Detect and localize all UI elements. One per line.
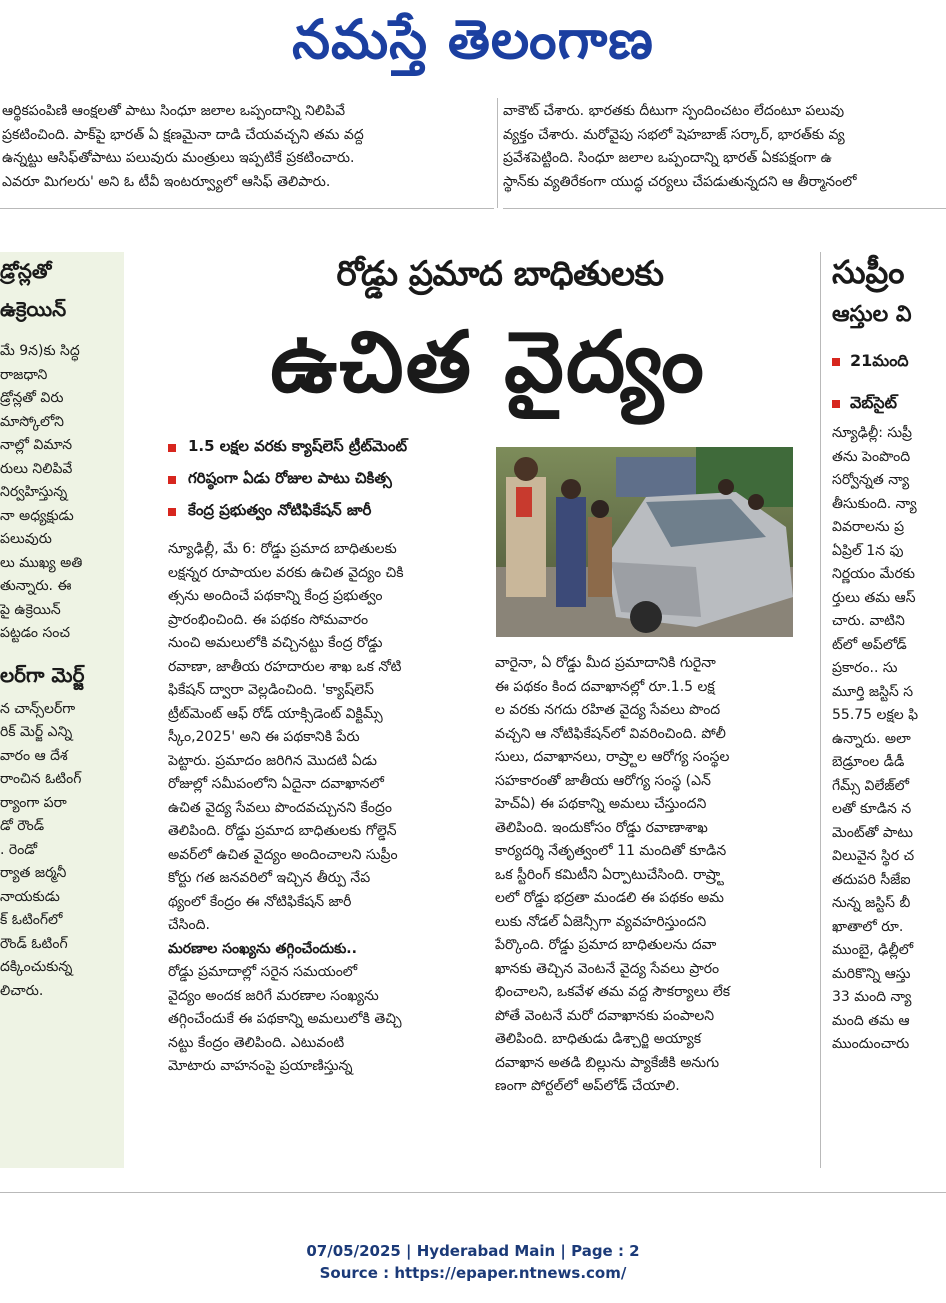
article-text-line: సహకారంతో జాతీయ ఆరోగ్య సంస్థ (ఎన్ bbox=[495, 772, 711, 789]
article-text-line: పెట్టారు. ప్రమాదం జరిగిన మొదటి ఏడు bbox=[168, 752, 377, 769]
right-text-line: ర్తులు తమ ఆస్ bbox=[832, 589, 916, 606]
strip-text-line: స్థాన్‌కు వ్యతిరేకంగా యుద్ధ చర్యలు చేపడుతున్నదని ఆ తీర్మానంలో bbox=[503, 173, 857, 190]
strip-text-line: ఆర్థికపంపిణి ఆంక్షలతో పాటు సింధూ జలాల ఒప్పందాన్ని నిలిపివే bbox=[2, 103, 346, 119]
right-text-line: మూర్తి జస్టిస్ స bbox=[832, 683, 914, 700]
article-text-line: న్యూఢిల్లీ, మే 6: రోడ్డు ప్రమాద బాధితులకు bbox=[168, 541, 397, 557]
right-bullet: 21మంది bbox=[832, 346, 946, 378]
article-text-line: సులు, దవాఖానలు, రాష్ర్టాల ఆరోగ్య సంస్థల bbox=[495, 749, 730, 765]
right-headline-1: సుప్రీం bbox=[832, 253, 905, 291]
footer-source: Source : https://epaper.ntnews.com/ bbox=[319, 1264, 627, 1282]
right-text-line: ముందుంచారు bbox=[832, 1036, 910, 1052]
article-text-line: ట్రీట్‌మెంట్ ఆఫ్ రోడ్ యాక్సిడెంట్ విక్టిమ్స్ bbox=[168, 705, 383, 722]
accident-photo bbox=[496, 447, 793, 637]
right-text-line: ముంబై, ఢిల్లీలో bbox=[832, 942, 914, 958]
article-text-line: ఈ పథకం కింద దవాఖానల్లో రూ.1.5 లక్ష bbox=[495, 678, 715, 695]
left-text-line: తున్నారు. ఈ bbox=[0, 578, 72, 594]
left-text-line: రులు నిలిపివే bbox=[0, 460, 73, 477]
bullet-square-icon bbox=[168, 444, 176, 452]
article-text-line: కోర్టు గత జనవరిలో ఇచ్చిన తీర్పు నేప bbox=[168, 870, 371, 886]
article-text-line: ల వరకు నగదు రహిత వైద్య సేవలు పొంద bbox=[495, 702, 721, 718]
left-text-line: వారం ఆ దేశ bbox=[0, 747, 68, 764]
right-text-line: న్యూఢిల్లీ: సుప్రీ bbox=[832, 425, 913, 441]
top-strip-divider bbox=[497, 98, 498, 208]
article-text-line: లలో రోడ్డు భద్రతా మండలి ఈ పథకం అమ bbox=[495, 890, 724, 906]
left-text-line: రాజధాని bbox=[0, 366, 48, 383]
right-text-line: సర్వోన్నత న్యా bbox=[832, 472, 910, 488]
left-text-line: రౌండ్ ఓటింగ్ bbox=[0, 935, 68, 952]
left-text-line: పలువురు bbox=[0, 531, 52, 547]
left-headline-2: ఉక్రెయిన్ bbox=[0, 297, 67, 321]
strip-text-line: ప్రకటించింది. పాక్‌పై భారత్ ఏ క్షణమైనా దాడి చేయవచ్చని తమ వద్ద bbox=[2, 126, 364, 143]
strip-text-line: ప్రవేశపెట్టింది. సింధూ జలాల ఒప్పందాన్ని భారత్ ఏకపక్షంగా ఉ bbox=[503, 150, 832, 166]
article-text-line: దవాఖాన అతడి బిల్లును ప్యాకేజీకి అనుగు bbox=[495, 1054, 720, 1071]
right-text-line: మరికొన్ని ఆస్తు bbox=[832, 965, 911, 982]
article-text-line: నట్టు కేంద్రం తెలిపింది. ఎటువంటి bbox=[168, 1034, 345, 1051]
right-column-story bbox=[832, 252, 946, 1168]
strip-text-line: వ్యక్తం చేశారు. మరోవైపు సభలో షెహబాజ్ సర్కార్, భారత్‌కు వ్య bbox=[503, 126, 845, 143]
article-kicker: రోడ్డు ప్రమాద బాధితులకు bbox=[336, 254, 664, 294]
left-text-line: క్ ఓటింగ్‌లో bbox=[0, 912, 63, 928]
right-text-line: ప్రకారం.. సు bbox=[832, 660, 898, 676]
left-text-line: దక్కించుకున్న bbox=[0, 959, 73, 975]
article-text-line: తగ్గించేందుకే ఈ పథకాన్ని అమలులోకి తెచ్చి bbox=[168, 1011, 402, 1027]
left-text-line: డ్రోన్లతో విరు bbox=[0, 390, 64, 406]
article-text-line: లుకు నోడల్ ఏజెన్సీగా వ్యవహరిస్తుందని bbox=[495, 913, 707, 930]
masthead bbox=[0, 0, 946, 98]
article-subhead: మరణాల సంఖ్యను తగ్గించేందుకు.. bbox=[168, 940, 357, 957]
crashed-car-photo-icon bbox=[496, 447, 793, 637]
article-text-line: పేర్కొంది. రోడ్డు ప్రమాద బాధితులను దవా bbox=[495, 937, 717, 953]
right-text-line: మెంట్‌తో పాటు bbox=[832, 824, 913, 841]
right-text-line: తదుపరి సీజేఐ bbox=[832, 871, 911, 888]
article-bullet: గరిష్ఠంగా ఏడు రోజుల పాటు చికిత్స bbox=[168, 464, 488, 496]
bullet-square-icon bbox=[832, 358, 840, 366]
left-text-line: పై ఉక్రెయిన్ bbox=[0, 601, 61, 618]
top-strip-right bbox=[503, 98, 946, 209]
left-text-line: నిర్వహిస్తున్న bbox=[0, 484, 68, 500]
left-text-line: లు ముఖ్య అతి bbox=[0, 554, 83, 571]
article-text-line: అవర్‌లో ఉచిత వైద్యం అందించాలని సుప్రీం bbox=[168, 846, 398, 863]
article-text-line: నుంచి అమలులోకి వచ్చినట్టు కేంద్ర రోడ్డు bbox=[168, 635, 383, 651]
left-text-line: మాస్కోలోని bbox=[0, 413, 64, 430]
article-text-line: పోతే వెంటనే మరో దవాఖానకు పంపాలని bbox=[495, 1007, 715, 1024]
strip-text-line: ఉన్నట్టు ఆసిఫ్‌తోపాటు పలువురు మంత్రులు ఇప్పటికే ప్రకటించారు. bbox=[2, 150, 355, 166]
right-text-line: నున్న జస్టిస్ బీ bbox=[832, 895, 911, 911]
left-text-line: . రెండో bbox=[0, 841, 38, 858]
right-text-line: వివరాలను ప్ర bbox=[832, 519, 905, 535]
right-text-line: లతో కూడిన న bbox=[832, 801, 912, 817]
article-column-2 bbox=[495, 652, 795, 1099]
left-text-line: ర్యాంగా పరా bbox=[0, 794, 67, 811]
article-headline: ఉచిత వైద్యం bbox=[270, 313, 706, 411]
left-text-line: న చాన్స్‌లర్‌గా bbox=[0, 700, 76, 717]
left-column-story bbox=[0, 252, 124, 1168]
right-text-line: ఉన్నారు. అలా bbox=[832, 730, 911, 747]
right-text-line: 33 మంది న్యా bbox=[832, 989, 912, 1005]
article-text-line: తెలిపింది. ఇందుకోసం రోడ్డు రవాణాశాఖ bbox=[495, 819, 708, 836]
right-text-line: మంది తమ ఆ bbox=[832, 1012, 910, 1029]
left-text-line: రాంచిన ఓటింగ్ bbox=[0, 771, 82, 787]
right-text-line: నిర్ణయం మేరకు bbox=[832, 566, 915, 582]
article-text-line: రవాణా, జాతీయ రహదారుల శాఖ ఒక నోటి bbox=[168, 658, 402, 675]
right-headline-2: ఆస్తుల వి bbox=[832, 302, 912, 327]
right-text-line: 55.75 లక్షల ఫి bbox=[832, 707, 919, 723]
strip-text-line: వాకౌట్ చేశారు. భారతకు దీటుగా స్పందించటం లేదంటూ పలువు bbox=[503, 103, 845, 119]
left-text-line: పట్టడం సంచ bbox=[0, 625, 71, 641]
article-text-line: కార్యదర్శి నేతృత్వంలో 11 మందితో కూడిన bbox=[495, 843, 727, 859]
article-text-line: ఒక స్టీరింగ్ కమిటీని ఏర్పాటుచేసింది. రాష్ర్టా bbox=[495, 866, 724, 883]
article-text-line: లక్షన్నర రూపాయల వరకు ఉచిత వైద్యం చికి bbox=[168, 564, 404, 581]
right-text-line: ఏప్రిల్ 1న ఫు bbox=[832, 542, 904, 559]
article-text-line: వారైనా, ఏ రోడ్డు మీద ప్రమాదానికి గురైనా bbox=[495, 655, 716, 671]
article-bullets bbox=[168, 432, 488, 528]
article-text-line: ఫికేషన్ ద్వారా వెల్లడించింది. 'క్యాష్‌లెస్ bbox=[168, 682, 374, 698]
article-text-line: వచ్చని ఆ నోటిఫికేషన్‌లో వివరించింది. పోలీ bbox=[495, 725, 726, 742]
bullet-square-icon bbox=[168, 508, 176, 516]
top-strip-left bbox=[0, 98, 494, 209]
article-text-line: థ్యంలో కేంద్రం ఈ నోటిఫికేషన్ జారీ bbox=[168, 893, 352, 910]
right-text-line: విలువైన స్థిర చ bbox=[832, 848, 915, 864]
left-headline-1: డ్రోన్లతో bbox=[0, 259, 52, 283]
left-text-line: నాల్లో విమాన bbox=[0, 437, 73, 453]
article-text-line: తెలిపింది. బాధితుడు డిశ్చార్జి అయ్యాక bbox=[495, 1031, 702, 1047]
left-text-line: ర్యాత జర్మనీ bbox=[0, 865, 67, 881]
left-text-line: డో రౌండ్ bbox=[0, 818, 45, 834]
article-text-line: రోజుల్లో సమీపంలోని ఏదైనా దవాఖానలో bbox=[168, 776, 384, 792]
strip-text-line: ఎవరూ మిగలరు' అని ఓ టీవీ ఇంటర్వ్యూలో ఆసిఫ్ తెలిపారు. bbox=[2, 173, 331, 190]
footer-edition: 07/05/2025 | Hyderabad Main | Page : 2 bbox=[306, 1242, 640, 1260]
article-text-line: త్సను అందించే పథకాన్ని కేంద్ర ప్రభుత్వం bbox=[168, 588, 383, 604]
left-headline-3: లర్‌గా మెర్జ్ bbox=[0, 662, 85, 687]
article-column-1 bbox=[168, 538, 486, 1079]
left-text-line: నాయకుడు bbox=[0, 888, 60, 905]
article-bullet: 1.5 లక్షల వరకు క్యాష్‌లెస్ ట్రీట్‌మెంట్ bbox=[168, 432, 488, 464]
right-text-line: ట్‌లో అప్‌లోడ్ bbox=[832, 636, 907, 653]
article-text-line: ఉచిత వైద్య సేవలు పొందవచ్చునని కేంద్రం bbox=[168, 799, 392, 816]
right-text-line: బెడ్రూంల డీడీ bbox=[832, 754, 905, 770]
article-text-line: ప్రారంభించింది. ఈ పథకం సోమవారం bbox=[168, 611, 369, 628]
article-text-line: చేసింది. bbox=[168, 917, 210, 933]
left-text-line: నా అధ్యక్షుడు bbox=[0, 507, 74, 524]
right-text-line: ఖాతాలో రూ. bbox=[832, 918, 904, 935]
page-footer bbox=[0, 1240, 946, 1284]
right-bullet: వెబ్‌సైట్‌ bbox=[832, 388, 946, 420]
column-divider bbox=[820, 252, 821, 1168]
bullet-square-icon bbox=[168, 476, 176, 484]
bullet-square-icon bbox=[832, 400, 840, 408]
left-text-line: రిక్ మెర్జ్ ఎన్ని bbox=[0, 724, 73, 740]
right-text-line: చారు. వాటిని bbox=[832, 613, 905, 629]
article-text-line: రోడ్డు ప్రమాదాల్లో సరైన సమయంలో bbox=[168, 964, 358, 980]
article-text-line: భించాలని, ఒకవేళ తమ వద్ద సౌకర్యాలు లేక bbox=[495, 984, 731, 1000]
right-text-line: తను పెంపొంది bbox=[832, 448, 911, 465]
right-text-line: తీసుకుంది. న్యా bbox=[832, 495, 917, 512]
article-text-line: ణంగా పోర్టల్‌లో అప్‌లోడ్ చేయాలి. bbox=[495, 1078, 680, 1094]
left-text-line: మే 9న)కు సిద్ధ bbox=[0, 343, 80, 359]
right-text-line: గేమ్స్ విలేజ్‌లో bbox=[832, 777, 910, 794]
article-bullet: కేంద్ర ప్రభుత్వం నోటిఫికేషన్ జారీ bbox=[168, 496, 488, 528]
article-text-line: ఖానకు తెచ్చిన వెంటనే వైద్య సేవలు ప్రారం bbox=[495, 960, 720, 977]
article-text-line: హెచ్ఏ) ఈ పథకాన్ని అమలు చేస్తుందని bbox=[495, 796, 707, 812]
newspaper-title: నమస్తే తెలంగాణ bbox=[292, 8, 654, 71]
article-text-line: తెలిపింది. రోడ్డు ప్రమాద బాధితులకు గోల్డెన్ bbox=[168, 823, 397, 839]
article-text-line: స్కీం,2025' అని ఈ పథకానికి పేరు bbox=[168, 729, 360, 745]
footer-divider bbox=[0, 1192, 946, 1193]
article-text-line: మోటారు వాహనంపై ప్రయాణిస్తున్న bbox=[168, 1058, 353, 1074]
article-text-line: వైద్యం అందక జరిగే మరణాల సంఖ్యను bbox=[168, 987, 379, 1004]
left-text-line: లిచారు. bbox=[0, 982, 44, 999]
